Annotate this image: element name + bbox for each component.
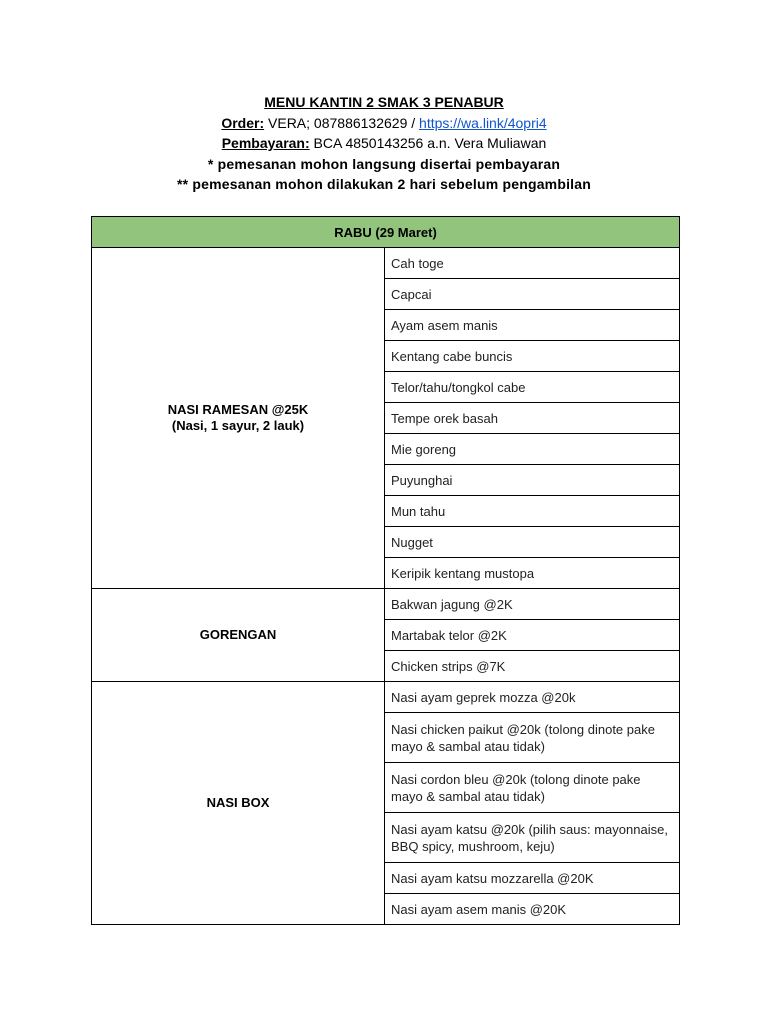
menu-item: Martabak telor @2K [385, 620, 680, 651]
table-row [92, 682, 680, 713]
menu-item: Cah toge [385, 248, 680, 279]
menu-item: Chicken strips @7K [385, 651, 680, 682]
payment-line [0, 133, 768, 154]
category-nasi-ramesan: NASI RAMESAN @25K (Nasi, 1 sayur, 2 lauk) [92, 248, 385, 589]
table-row [92, 589, 680, 620]
menu-item: Kentang cabe buncis [385, 341, 680, 372]
menu-item: Mun tahu [385, 496, 680, 527]
menu-item: Nasi ayam asem manis @20K [385, 894, 680, 925]
menu-item: Nasi cordon bleu @20k (tolong dinote pake mayo & sambal atau tidak) [385, 763, 680, 813]
category-nasi-box: NASI BOX [92, 682, 385, 925]
menu-item: Nasi ayam geprek mozza @20k [385, 682, 680, 713]
category-gorengan: GORENGAN [92, 589, 385, 682]
table-row [92, 248, 680, 279]
order-contact: VERA; 087886132629 / [264, 114, 420, 131]
menu-item: Nasi ayam katsu @20k (pilih saus: mayonnaise, BBQ spicy, mushroom, keju) [385, 813, 680, 863]
payment-label: Pembayaran: [221, 135, 310, 151]
menu-item: Mie goreng [385, 434, 680, 465]
order-label: Order: [221, 114, 265, 131]
menu-item: Puyunghai [385, 465, 680, 496]
menu-title: MENU KANTIN 2 SMAK 3 PENABUR [264, 94, 504, 110]
day-header-row [92, 217, 680, 248]
menu-item: Nasi ayam katsu mozzarella @20K [385, 863, 680, 894]
order-line [0, 113, 768, 134]
menu-item: Telor/tahu/tongkol cabe [385, 372, 680, 403]
document-header [0, 92, 768, 195]
menu-item: Tempe orek basah [385, 403, 680, 434]
menu-item: Nasi chicken paikut @20k (tolong dinote pake mayo & sambal atau tidak) [385, 713, 680, 763]
menu-item: Keripik kentang mustopa [385, 558, 680, 589]
menu-table [91, 216, 680, 925]
menu-item: Nugget [385, 527, 680, 558]
note-payment: * pemesanan mohon langsung disertai pembayaran [207, 155, 561, 172]
menu-item: Ayam asem manis [385, 310, 680, 341]
menu-item: Capcai [385, 279, 680, 310]
menu-item: Bakwan jagung @2K [385, 589, 680, 620]
day-header: RABU (29 Maret) [92, 217, 680, 248]
order-link[interactable]: https://wa.link/4opri4 [419, 114, 547, 131]
note-advance-order: ** pemesanan mohon dilakukan 2 hari sebelum pengambilan [177, 176, 591, 192]
payment-details: BCA 4850143256 a.n. Vera Muliawan [309, 135, 547, 151]
